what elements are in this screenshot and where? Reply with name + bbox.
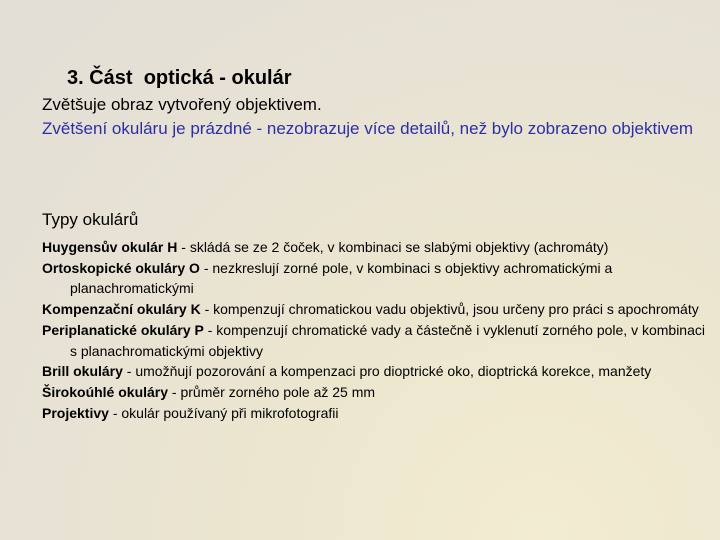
list-item (42, 299, 714, 320)
eyepiece-name: Huygensův okulár H (42, 239, 178, 255)
intro-line: Zvětšuje obraz vytvořený objektivem. (42, 95, 322, 114)
eyepiece-description: - kompenzují chromatickou vadu objektivů, jsou určeny pro práci s apochromáty (200, 301, 699, 318)
eyepiece-name: Periplanatické okuláry P (42, 321, 204, 338)
eyepiece-name: Projektivy (42, 404, 109, 421)
list-item (42, 361, 714, 382)
list-item (42, 320, 714, 361)
intro-block (42, 94, 712, 140)
list-item (42, 258, 714, 299)
eyepiece-name: Ortoskopické okuláry O (42, 259, 200, 276)
eyepiece-description: - skládá se ze 2 čoček, v kombinaci se slabými objektivy (achromáty) (177, 239, 609, 255)
eyepiece-description: - kompenzují chromatické vady a částečně i vyklenutí zorného pole, v kombinaci s planachromatickými objektivy (70, 321, 705, 359)
eyepiece-name: Kompenzační okuláry K (42, 301, 201, 318)
eyepiece-description: - okulár používaný při mikrofotografii (108, 404, 339, 421)
eyepiece-description: - průměr zorného pole až 25 mm (168, 383, 376, 400)
slide-title: 3. Část optická - okulár (67, 67, 292, 89)
types-heading: Typy okulárů (42, 210, 139, 229)
list-item (42, 403, 714, 424)
eyepiece-name: Brill okuláry (42, 363, 123, 380)
eyepiece-description: - nezkreslují zorné pole, v kombinaci s objektivy achromatickými a planachromatickými (70, 259, 613, 297)
list-item (42, 382, 714, 403)
eyepiece-name: Širokoúhlé okuláry (42, 383, 169, 400)
magnification-note: Zvětšení okuláru je prázdné - nezobrazuje více detailů, než bylo zobrazeno objektivem (42, 119, 694, 138)
eyepiece-description: - umožňují pozorování a kompenzaci pro dioptrické oko, dioptrická korekce, manžety (122, 363, 652, 380)
eyepiece-types-list (42, 237, 714, 423)
list-item (42, 237, 714, 258)
